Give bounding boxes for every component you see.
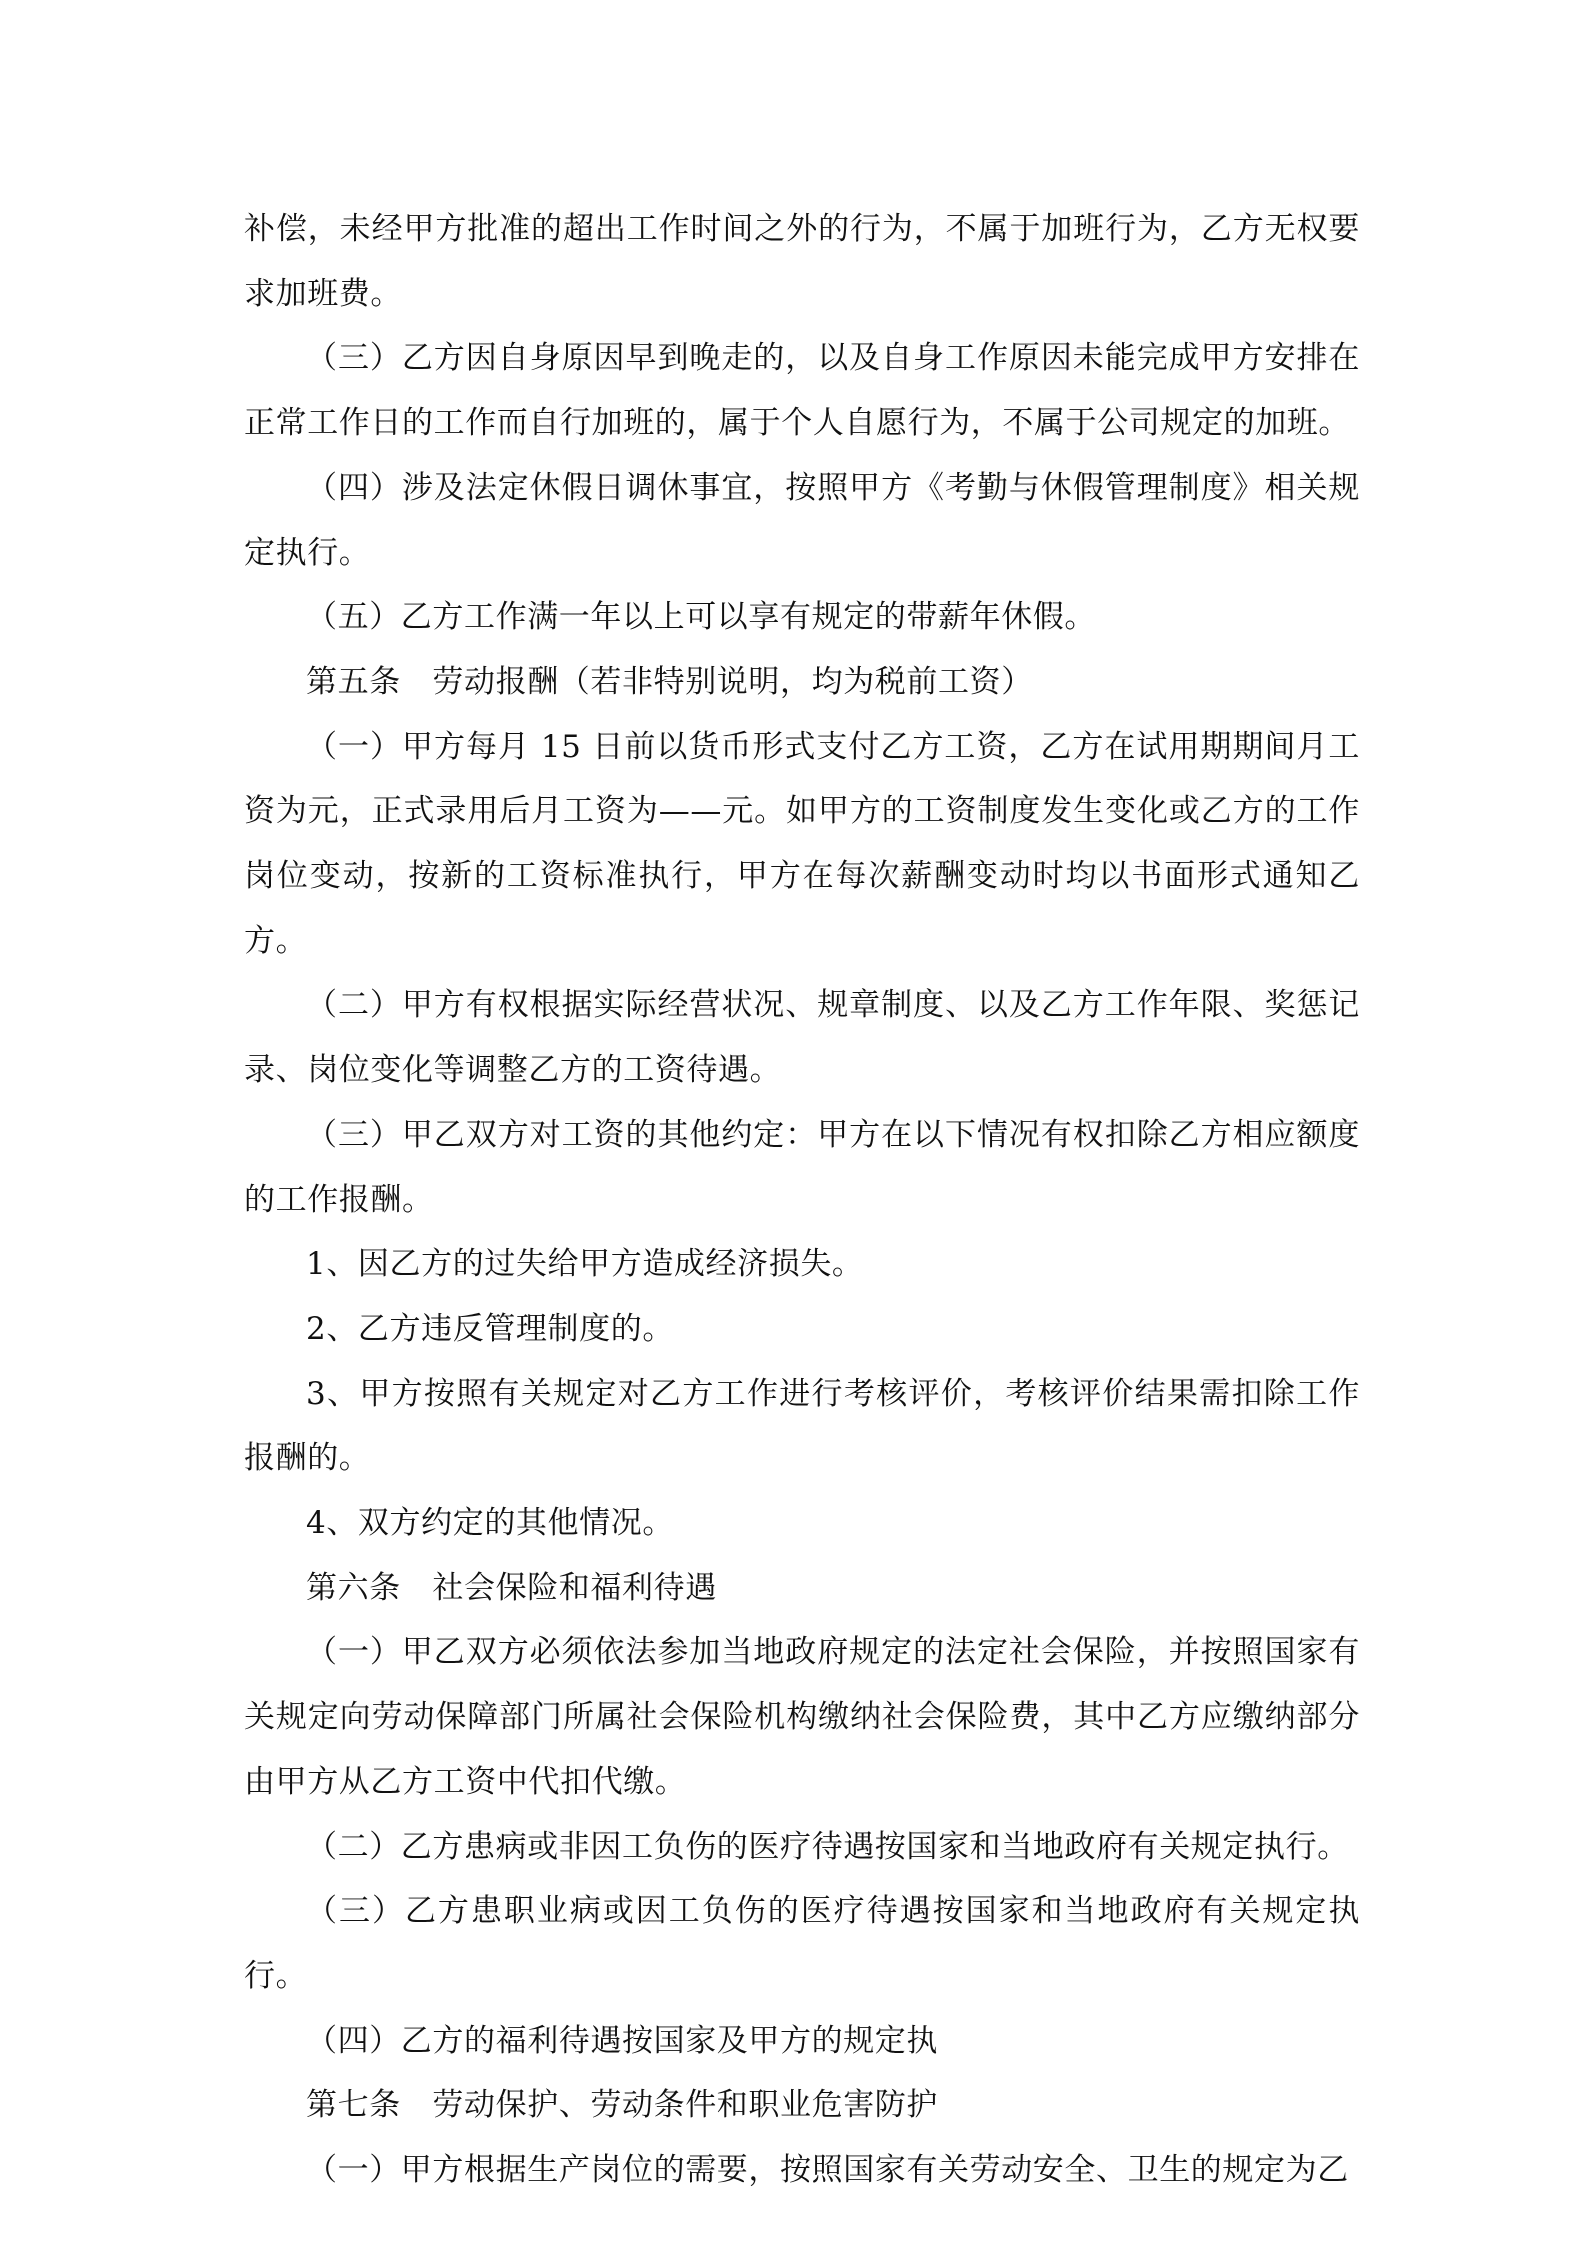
paragraph-salary-deduction: （三）甲乙双方对工资的其他约定：甲方在以下情况有权扣除乙方相应额度的工作报酬。 <box>244 1116 1360 1218</box>
paragraph-overtime-compensation: 补偿，未经甲方批准的超出工作时间之外的行为，不属于加班行为，乙方无权要求加班费。 <box>244 211 1360 312</box>
article-6-heading: 第六条 社会保险和福利待遇 <box>306 1569 717 1606</box>
list-item-performance-evaluation: 3、甲方按照有关规定对乙方工作进行考核评价，考核评价结果需扣除工作报酬的。 <box>244 1375 1360 1477</box>
paragraph-social-insurance: （一）甲乙双方必须依法参加当地政府规定的法定社会保险，并按照国家有关规定向劳动保障部门所属社会保险机构缴纳社会保险费，其中乙方应缴纳部分由甲方从乙方工资中代扣代缴。 <box>244 1634 1360 1800</box>
paragraph-holiday-adjustment: （四）涉及法定休假日调休事宜，按照甲方《考勤与休假管理制度》相关规定执行。 <box>244 469 1360 571</box>
paragraph-salary-adjustment: （二）甲方有权根据实际经营状况、规章制度、以及乙方工作年限、奖惩记录、岗位变化等调整乙方的工资待遇。 <box>244 987 1360 1089</box>
article-5-heading: 第五条 劳动报酬（若非特别说明，均为税前工资） <box>306 663 1033 700</box>
list-item-policy-violation: 2、乙方违反管理制度的。 <box>306 1310 674 1347</box>
list-item-economic-loss: 1、因乙方的过失给甲方造成经济损失。 <box>306 1246 864 1283</box>
paragraph-paid-annual-leave: （五）乙方工作满一年以上可以享有规定的带薪年休假。 <box>306 599 1096 636</box>
paragraph-occupational-illness: （三）乙方患职业病或因工负伤的医疗待遇按国家和当地政府有关规定执行。 <box>244 1893 1360 1994</box>
list-item-other-cases: 4、双方约定的其他情况。 <box>306 1505 674 1542</box>
paragraph-non-work-illness: （二）乙方患病或非因工负伤的医疗待遇按国家和当地政府有关规定执行。 <box>306 1828 1349 1865</box>
paragraph-salary-payment: （一）甲方每月 15 日前以货币形式支付乙方工资，乙方在试用期期间月工资为元，正式录用后月工资为——元。如甲方的工资制度发生变化或乙方的工作岗位变动，按新的工资标准执行，甲方在每次薪酬变动时均以书面形式通知乙方。 <box>244 728 1360 959</box>
document-body <box>244 197 1360 2203</box>
paragraph-early-late-work: （三）乙方因自身原因早到晚走的，以及自身工作原因未能完成甲方安排在正常工作日的工作而自行加班的，属于个人自愿行为，不属于公司规定的加班。 <box>244 340 1360 442</box>
paragraph-welfare: （四）乙方的福利待遇按国家及甲方的规定执 <box>306 2022 938 2059</box>
paragraph-labor-protection: （一）甲方根据生产岗位的需要，按照国家有关劳动安全、卫生的规定为乙 <box>306 2152 1349 2189</box>
article-7-heading: 第七条 劳动保护、劳动条件和职业危害防护 <box>306 2087 938 2124</box>
